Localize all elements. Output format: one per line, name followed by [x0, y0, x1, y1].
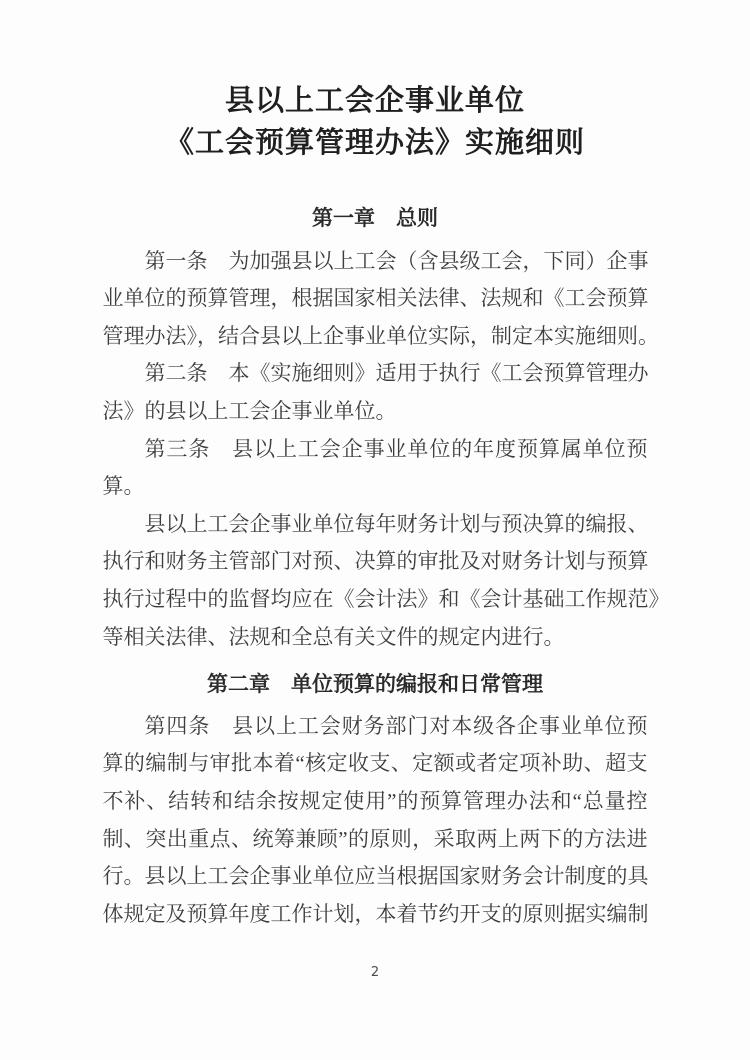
paragraph — [102, 243, 659, 356]
paragraph — [103, 431, 648, 506]
document-title — [0, 0, 750, 164]
text-line: 业单位的预算管理，根据国家相关法律、法规和《工会预算 — [102, 286, 649, 311]
text-line: 第二条 本《实施细则》适用于执行《工会预算管理办 — [144, 361, 649, 386]
text-line: 法》的县以上工会企事业单位。 — [102, 398, 397, 423]
text-line: 算。 — [102, 474, 145, 499]
text-line: 县以上工会企事业单位每年财务计划与预决算的编报、 — [144, 511, 649, 536]
page-number: 2 — [370, 965, 380, 980]
text-line: 算的编制与审批本着“核定收支、定额或者定项补助、超支 — [102, 751, 648, 776]
chapter-heading: 第二章 单位预算的编报和日常管理 — [207, 672, 543, 697]
text-line: 管理办法》，结合县以上企事业单位实际，制定本实施细则。 — [102, 323, 659, 348]
document-body — [102, 200, 670, 933]
document-title-line-2: 《工会预算管理办法》实施细则 — [164, 127, 585, 159]
text-line: 执行过程中的监督均应在《会计法》和《会计基础工作规范》 — [102, 586, 670, 611]
text-line: 制、突出重点、统筹兼顾”的原则，采取两上两下的方法进 — [102, 826, 648, 851]
paragraph — [103, 355, 648, 430]
paragraph — [102, 506, 670, 656]
text-line: 不补、结转和结余按规定使用”的预算管理办法和“总量控 — [102, 788, 648, 813]
document-title-line-1: 县以上工会企事业单位 — [224, 85, 525, 117]
text-line: 体规定及预算年度工作计划，本着节约开支的原则据实编制 — [102, 901, 649, 926]
text-line: 第一条 为加强县以上工会（含县级工会，下同）企事 — [144, 248, 649, 273]
text-line: 第四条 县以上工会财务部门对本级各企事业单位预 — [144, 713, 648, 738]
paragraph — [103, 708, 648, 934]
text-line: 执行和财务主管部门对预、决算的审批及对财务计划与预算 — [102, 549, 649, 574]
text-line: 等相关法律、法规和全总有关文件的规定内进行。 — [102, 624, 565, 649]
text-line: 第三条 县以上工会企事业单位的年度预算属单位预 — [144, 436, 648, 461]
chapter-heading: 第一章 总则 — [312, 206, 438, 230]
text-line: 行。县以上工会企事业单位应当根据国家财务会计制度的具 — [102, 864, 649, 889]
